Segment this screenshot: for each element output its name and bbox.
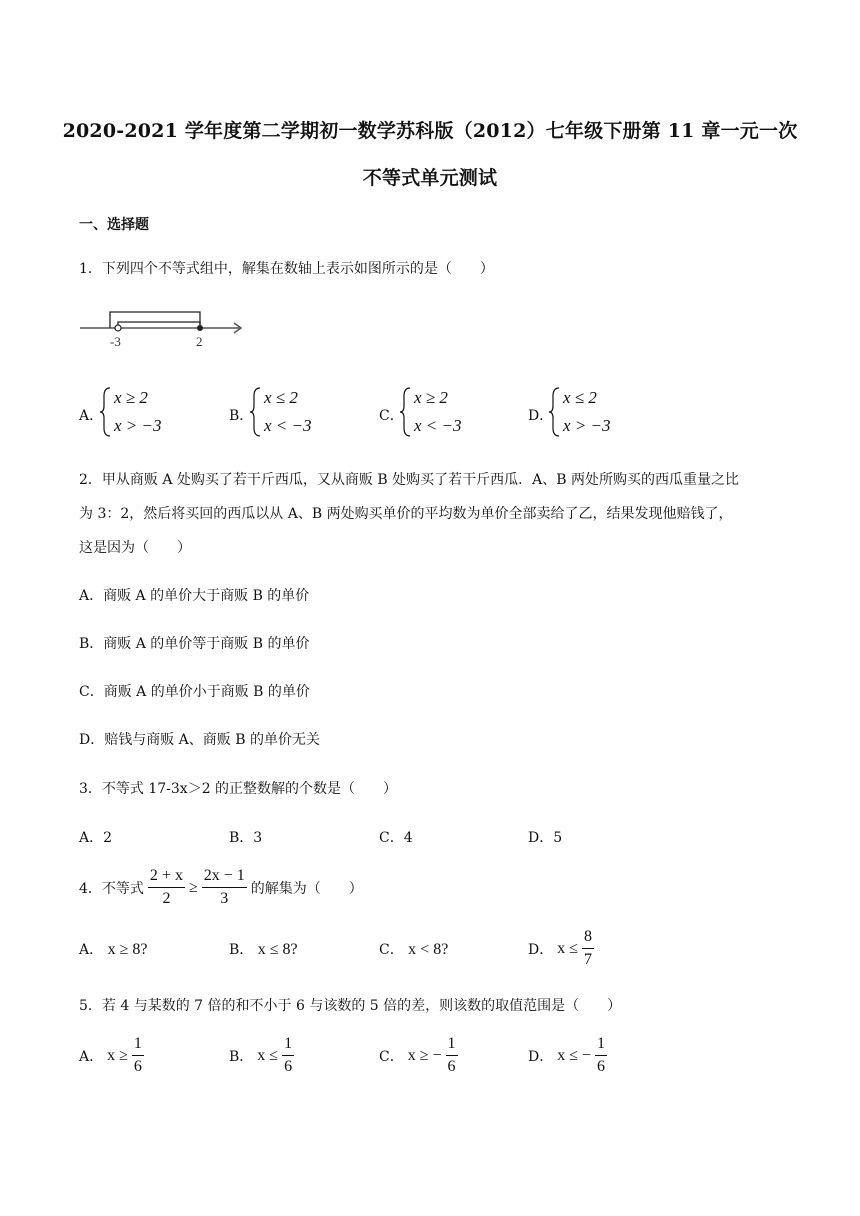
q3-option-b: B．3 (229, 830, 263, 846)
q5-option-c-fraction (446, 1033, 458, 1078)
q5-option-d (528, 1033, 607, 1078)
q1-option-b-line1: x ≤ 2 (264, 388, 298, 407)
q4-option-d-label: D． (528, 941, 554, 958)
q1-option-a-label: A． (79, 408, 104, 424)
number-line-figure (80, 305, 250, 350)
document-title-line2: 不等式单元测试 (362, 167, 498, 189)
q1-option-c-label: C． (379, 408, 404, 424)
q1-option-b-label: B． (229, 408, 254, 424)
q5-option-d-denominator: 6 (597, 1058, 606, 1075)
q5-option-b-denominator: 6 (284, 1058, 293, 1075)
question-3-stem: 3．不等式 17-3x＞2 的正整数解的个数是（ ） (79, 781, 398, 797)
q5-option-c-numerator: 1 (446, 1033, 458, 1056)
axis-label-2: 2 (196, 334, 203, 349)
question-2-stem-line3: 这是因为（ ） (79, 540, 191, 556)
open-point (115, 325, 121, 331)
q5-option-c-denominator: 6 (447, 1058, 456, 1075)
q4-rhs-numerator: 2x − 1 (202, 865, 247, 888)
q2-option-d: D．赔钱与商贩 A、商贩 B 的单价无关 (79, 732, 320, 748)
q2-option-a: A．商贩 A 的单价大于商贩 B 的单价 (79, 588, 310, 604)
q4-option-c-label: C． (379, 942, 404, 958)
q4-stem-prefix: 4．不等式 (79, 880, 144, 897)
closed-point (197, 325, 203, 331)
q4-relation: ≥ (188, 878, 198, 896)
q4-option-c-expr: x < 8? (408, 941, 449, 958)
question-2-stem-line1: 2．甲从商贩 A 处购买了若干斤西瓜，又从商贩 B 处购买了若干斤西瓜．A、B 两处所购买的西瓜重量之比 (79, 472, 739, 488)
q4-option-a (79, 939, 147, 959)
q5-option-c-label: C． (379, 1048, 404, 1065)
q5-option-d-label: D． (528, 1048, 554, 1065)
q1-option-d-label: D． (528, 408, 554, 424)
axis-label-neg3: -3 (110, 334, 121, 349)
q5-option-d-fraction (595, 1033, 607, 1078)
q1-option-c-line2: x < −3 (414, 416, 462, 435)
q1-option-c-line1: x ≥ 2 (414, 388, 448, 407)
q4-option-d-fraction (582, 926, 594, 971)
brace-icon (248, 386, 262, 438)
q4-option-b (229, 939, 298, 959)
q4-option-a-label: A． (79, 942, 104, 958)
q4-option-d-numerator: 8 (582, 926, 594, 949)
q4-lhs-denominator: 2 (162, 890, 171, 907)
q4-option-d-denominator: 7 (584, 951, 593, 968)
q4-option-d-expr: x ≤ (557, 939, 579, 957)
q1-option-d-line1: x ≤ 2 (563, 388, 597, 407)
brace-icon (398, 386, 412, 438)
q3-option-c: C．4 (379, 830, 413, 846)
document-title-line1: 2020-2021 学年度第二学期初一数学苏科版（2012）七年级下册第 11 章一元一次 (62, 120, 798, 142)
q2-option-b: B．商贩 A 的单价等于商贩 B 的单价 (79, 636, 310, 652)
q5-option-d-expr: x ≤ − (557, 1046, 592, 1064)
q5-option-c-expr: x ≥ − (407, 1046, 442, 1064)
brace-icon (547, 386, 561, 438)
q5-option-a-label: A． (79, 1048, 104, 1065)
q5-option-d-numerator: 1 (595, 1033, 607, 1056)
q5-option-a-denominator: 6 (133, 1058, 142, 1075)
q4-option-d (528, 926, 594, 971)
q2-option-c: C．商贩 A 的单价小于商贩 B 的单价 (79, 684, 310, 700)
q5-option-a (79, 1033, 144, 1078)
q4-lhs-fraction (148, 865, 185, 910)
q5-option-b (229, 1033, 294, 1078)
q1-option-d-line2: x > −3 (563, 416, 611, 435)
q5-option-b-expr: x ≤ (257, 1046, 279, 1064)
q5-option-a-numerator: 1 (132, 1033, 144, 1056)
q4-rhs-fraction (202, 865, 247, 910)
question-1-stem: 1．下列四个不等式组中，解集在数轴上表示如图所示的是（ ） (79, 261, 494, 277)
q5-option-c (379, 1033, 458, 1078)
q4-option-b-expr: x ≤ 8? (257, 941, 298, 958)
question-5-stem: 5．若 4 与某数的 7 倍的和不小于 6 与该数的 5 倍的差，则该数的取值范围是（ ） (79, 998, 622, 1014)
q4-option-a-expr: x ≥ 8? (107, 941, 148, 958)
q4-option-c (379, 939, 448, 959)
q4-stem-suffix: 的解集为（ ） (250, 880, 363, 897)
q1-option-b-line2: x < −3 (264, 416, 312, 435)
q5-option-b-numerator: 1 (282, 1033, 294, 1056)
section-heading: 一、选择题 (79, 217, 149, 233)
question-4-stem (79, 865, 363, 910)
q3-option-a: A．2 (79, 830, 113, 846)
q4-option-b-label: B． (229, 942, 254, 958)
q3-option-d: D．5 (528, 830, 563, 846)
question-2-stem-line2: 为 3：2，然后将买回的西瓜以从 A、B 两处购买单价的平均数为单价全部卖给了乙，结果发现他赔钱了， (79, 506, 733, 522)
brace-icon (98, 386, 112, 438)
q4-lhs-numerator: 2 + x (148, 865, 185, 888)
q5-option-b-fraction (282, 1033, 294, 1078)
q1-option-a-line2: x > −3 (114, 416, 162, 435)
q5-option-b-label: B． (229, 1048, 254, 1065)
q1-option-a-line1: x ≥ 2 (114, 388, 148, 407)
q5-option-a-expr: x ≥ (107, 1046, 128, 1064)
q4-rhs-denominator: 3 (220, 890, 229, 907)
q5-option-a-fraction (132, 1033, 144, 1078)
